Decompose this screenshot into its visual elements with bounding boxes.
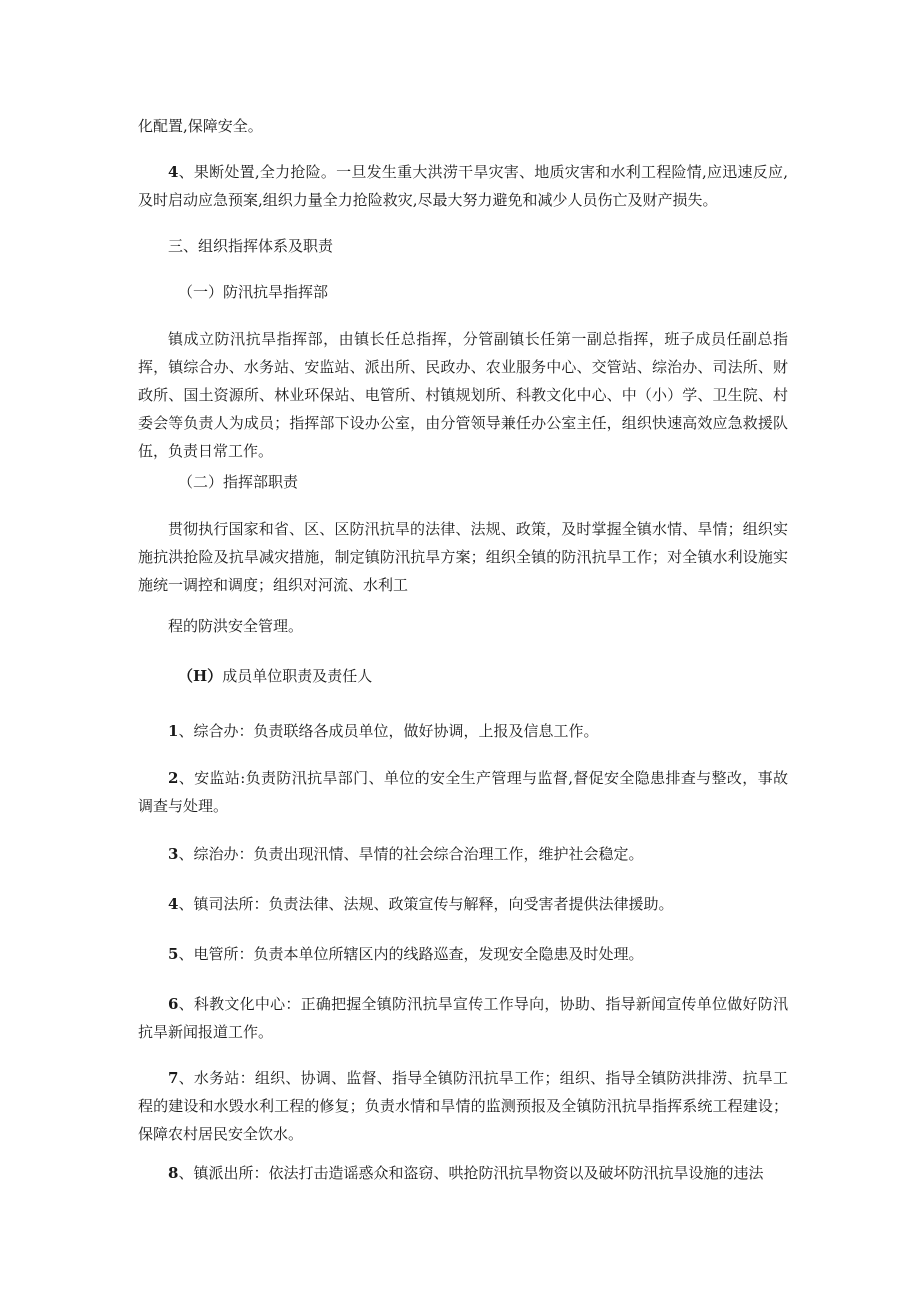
paragraph-duties-continued: 程的防洪安全管理。 — [168, 617, 304, 635]
section-heading-3: 三、组织指挥体系及职责 — [168, 237, 334, 255]
paragraph-command-structure: 镇成立防汛抗旱指挥部，由镇长任总指挥，分管副镇长任第一副总指挥，班子成员任副总指挥，镇综合办、水务站、安监站、派出所、民政办、农业服务中心、交管站、综治办、司法所、财政所、国土资源所、林业环保站、电管所、村镇规划所、科教文化中心、中（小）学、卫生院、村委会等负责人为成员；指挥部下设办公室，由分管领导兼任办公室主任，组织快速高效应急救援队伍，负责日常工作。 — [138, 330, 788, 460]
paragraph-principle-4: 4、果断处置,全力抢险。一旦发生重大洪涝干旱灾害、地质灾害和水利工程险情,应迅速反应,及时启动应急预案,组织力量全力抢险救灾,尽最大努力避免和减少人员伤亡及财产损失。 — [138, 163, 788, 209]
subsection-heading-1: （一）防汛抗旱指挥部 — [178, 283, 329, 301]
paragraph-continuation: 化配置,保障安全。 — [138, 117, 263, 135]
list-item: 2、安监站:负责防汛抗旱部门、单位的安全生产管理与监督,督促安全隐患排查与整改，事故调查与处理。 — [138, 769, 788, 815]
list-item: 7、水务站：组织、协调、监督、指导全镇防汛抗旱工作；组织、指导全镇防洪排涝、抗旱工程的建设和水毁水利工程的修复；负责水情和旱情的监测预报及全镇防汛抗旱指挥系统工程建设；保障农村居民安全饮水。 — [138, 1069, 788, 1143]
subsection-heading-3: （H）成员单位职责及责任人 — [178, 667, 373, 685]
list-item: 6、科教文化中心：正确把握全镇防汛抗旱宣传工作导向，协助、指导新闻宣传单位做好防汛抗旱新闻报道工作。 — [138, 995, 788, 1041]
list-item: 1、综合办：负责联络各成员单位，做好协调，上报及信息工作。 — [168, 722, 599, 740]
paragraph-duties: 贯彻执行国家和省、区、区防汛抗旱的法律、法规、政策，及时掌握全镇水情、旱情；组织实施抗洪抢险及抗旱减灾措施，制定镇防汛抗旱方案；组织全镇的防汛抗旱工作；对全镇水利设施实施统一调控和调度；组织对河流、水利工 — [138, 520, 788, 594]
list-item: 3、综治办：负责出现汛情、旱情的社会综合治理工作，维护社会稳定。 — [168, 845, 644, 863]
list-item: 4、镇司法所：负责法律、法规、政策宣传与解释，向受害者提供法律援助。 — [168, 895, 674, 913]
list-item: 5、电管所：负责本单位所辖区内的线路巡查，发现安全隐患及时处理。 — [168, 945, 644, 963]
list-item: 8、镇派出所：依法打击造谣惑众和盗窃、哄抢防汛抗旱物资以及破坏防汛抗旱设施的违法 — [168, 1164, 764, 1182]
subsection-heading-2: （二）指挥部职责 — [178, 473, 299, 491]
